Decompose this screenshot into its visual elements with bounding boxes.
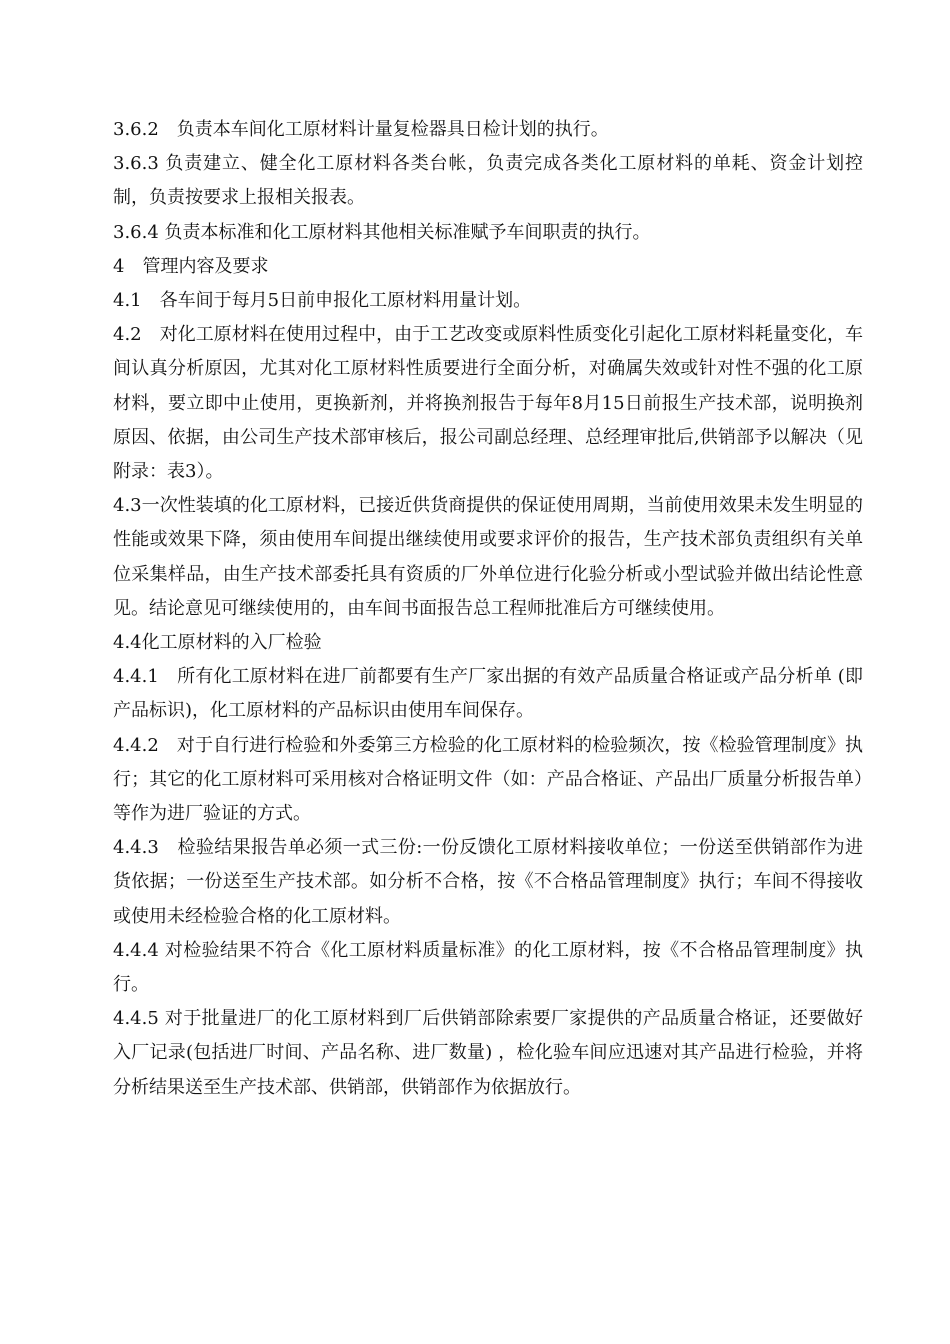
section-heading-4-4: 4.4化工原材料的入厂检验 xyxy=(113,632,322,654)
paragraph-4-4-2: 4.4.2 对于自行进行检验和外委第三方检验的化工原材料的检验频次，按《检验管理制度》执行；其它的化工原材料可采用核对合格证明文件（如：产品合格证、产品出厂质量分析报告单）等作为进厂验证的方式。 xyxy=(113,734,863,825)
paragraph-3-6-2: 3.6.2 负责本车间化工原材料计量复检器具日检计划的执行。 xyxy=(113,119,609,140)
paragraph-4-2: 4.2 对化工原材料在使用过程中，由于工艺改变或原料性质变化引起化工原材料耗量变化，车间认真分析原因，尤其对化工原材料性质要进行全面分析，对确属失效或针对性不强的化工原材料，要立即中止使用，更换新剂，并将换剂报告于每年8月15日前报生产技术部，说明换剂原因、依据，由公司生产技术部审核后，报公司副总经理、总经理审批后,供销部予以解决（见附录：表3）。 xyxy=(113,324,863,483)
document-body xyxy=(113,113,863,1105)
paragraph-4-4-3: 4.4.3 检验结果报告单必须一式三份:一份反馈化工原材料接收单位；一份送至供销部作为进货依据；一份送至生产技术部。如分析不合格，按《不合格品管理制度》执行；车间不得接收或使用未经检验合格的化工原材料。 xyxy=(113,837,863,927)
section-heading-4: 4 管理内容及要求 xyxy=(113,255,269,277)
paragraph-4-3: 4.3一次性装填的化工原材料，已接近供货商提供的保证使用周期，当前使用效果未发生明显的性能或效果下降，须由使用车间提出继续使用或要求评价的报告，生产技术部负责组织有关单位采集样品，由生产技术部委托具有资质的厂外单位进行化验分析或小型试验并做出结论性意见。结论意见可继续使用的，由车间书面报告总工程师批准后方可继续使用。 xyxy=(113,495,863,619)
paragraph-3-6-3: 3.6.3 负责建立、健全化工原材料各类台帐，负责完成各类化工原材料的单耗、资金计划控制，负责按要求上报相关报表。 xyxy=(113,153,863,209)
paragraph-3-6-4: 3.6.4 负责本标准和化工原材料其他相关标准赋予车间职责的执行。 xyxy=(113,221,651,243)
paragraph-4-4-4: 4.4.4 对检验结果不符合《化工原材料质量标准》的化工原材料，按《不合格品管理制度》执行。 xyxy=(113,939,863,996)
paragraph-4-1: 4.1 各车间于每月5日前申报化工原材料用量计划。 xyxy=(113,290,532,312)
paragraph-4-4-1: 4.4.1 所有化工原材料在进厂前都要有生产厂家出据的有效产品质量合格证或产品分析单 (即产品标识)，化工原材料的产品标识由使用车间保存。 xyxy=(113,666,863,722)
paragraph-4-4-5: 4.4.5 对于批量进厂的化工原材料到厂后供销部除索要厂家提供的产品质量合格证，还要做好入厂记录(包括进厂时间、产品名称、进厂数量) ，检化验车间应迅速对其产品进行检验，并将分析结果送至生产技术部、供销部，供销部作为依据放行。 xyxy=(113,1008,863,1098)
